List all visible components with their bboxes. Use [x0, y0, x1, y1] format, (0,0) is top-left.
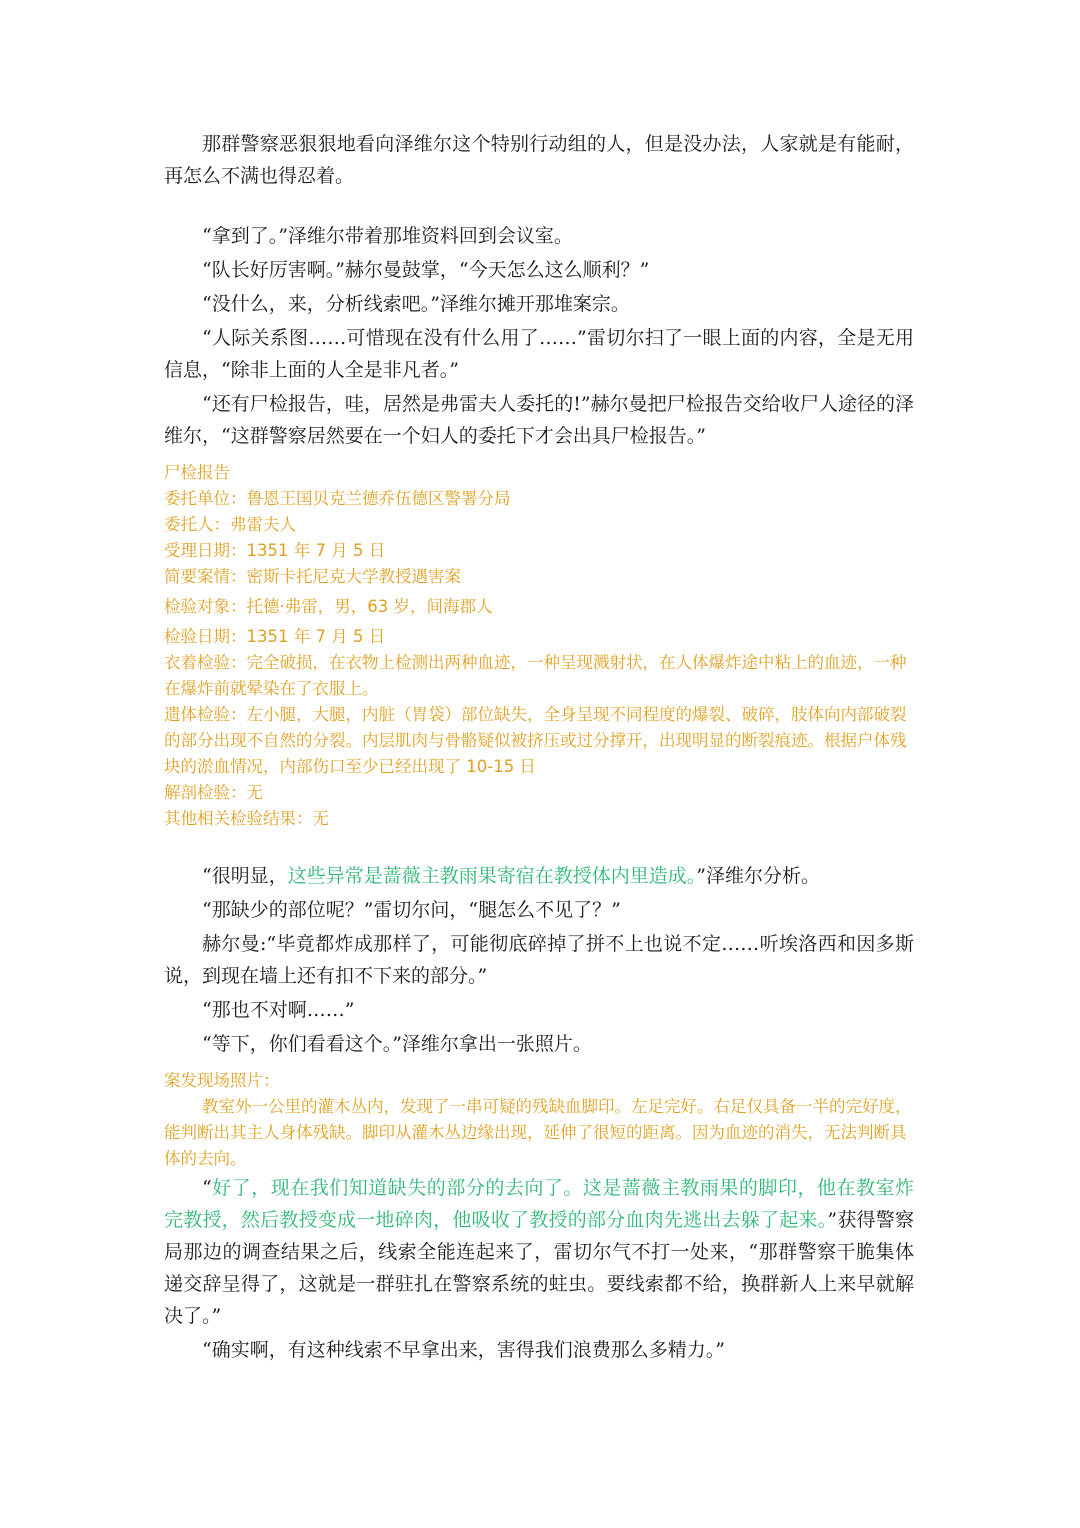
paragraph-2: “拿到了。”泽维尔带着那堆资料回到会议室。: [202, 225, 573, 247]
photo-text: 教室外一公里的灌木丛内，发现了一串可疑的残缺血脚印。左足完好。右足仅具备一半的完好度，能判断出其主人身体残缺。脚印从灌木丛边缘出现，延伸了很短的距离。因为血迹的消失，无法判断具体的去向。: [164, 1097, 912, 1168]
paragraph-6: “还有尸检报告，哇，居然是弗雷夫人委托的!”赫尔曼把尸检报告交给收尸人途径的泽维尔，“这群警察居然要在一个妇人的委托下才会出具尸检报告。”: [164, 393, 914, 447]
story-section-2: [164, 220, 914, 454]
paragraph-13: “确实啊，有这种线索不早拿出来，害得我们浪费那么多精力。”: [202, 1339, 725, 1361]
report-title: 尸检报告: [164, 463, 230, 482]
report-remains: 遗体检验：左小腿，大腿，内脏（胃袋）部位缺失，全身呈现不同程度的爆裂、破碎，肢体向内部破裂的部分出现不自然的分裂。内层肌肉与骨骼疑似被挤压或过分撑开，出现明显的断裂痕迹。根据户体残块的淤血情况，内部伤口至少已经出现了 10-15 日: [164, 705, 907, 776]
report-subject: 检验对象：托德·弗雷，男，63 岁，间海郡人: [164, 597, 493, 616]
paragraph-8: “那缺少的部位呢？”雷切尔问，“腿怎么不见了？”: [202, 899, 621, 921]
report-accept-date: 受理日期：1351 年 7 月 5 日: [164, 541, 386, 560]
paragraph-12-highlight: 好了，现在我们知道缺失的部分的去向了。这是蔷薇主教雨果的脚印，他在教室炸完教授，然后教授变成一地碎肉，他吸收了教授的部分血肉先逃出去躲了起来。: [164, 1177, 914, 1231]
story-section-3: [164, 860, 914, 1062]
report-clothing: 衣着检验：完全破损，在衣物上检测出两种血迹，一种呈现溅射状，在人体爆炸途中粘上的血迹，一种在爆炸前就晕染在了衣服上。: [164, 653, 907, 698]
paragraph-3: “队长好厉害啊。”赫尔曼鼓掌，“今天怎么这么顺利？”: [202, 259, 650, 281]
paragraph-9: 赫尔曼:“毕竟都炸成那样了，可能彻底碎掉了拼不上也说不定……听埃洛西和因多斯说，到现在墙上还有扣不下来的部分。”: [164, 933, 914, 987]
autopsy-report: [164, 460, 914, 832]
report-case: 简要案情：密斯卡托尼克大学教授遇害案: [164, 567, 461, 586]
report-other: 其他相关检验结果：无: [164, 809, 329, 828]
paragraph-4: “没什么，来，分析线索吧。”泽维尔摊开那堆案宗。: [202, 293, 630, 315]
paragraph-12-pre: “: [202, 1177, 212, 1199]
paragraph-7-pre: “很明显，: [202, 865, 288, 887]
paragraph-12-post: ”获得警察局那边的调查结果之后，线索全能连起来了，雷切尔气不打一处来，“那群警察干脆集体递交辞呈得了，这就是一群驻扎在警察系统的蛀虫。要线索都不给，换群新人上来早就解决了。”: [164, 1209, 914, 1327]
photo-title: 案发现场照片：: [164, 1071, 280, 1090]
story-section-4: [164, 1172, 914, 1368]
paragraph-7: [164, 860, 914, 892]
report-unit: 委托单位：鲁恩王国贝克兰德乔伍德区警署分局: [164, 489, 511, 508]
paragraph-5: “人际关系图……可惜现在没有什么用了……”雷切尔扫了一眼上面的内容，全是无用信息，“除非上面的人全是非凡者。”: [164, 327, 914, 381]
report-exam-date: 检验日期：1351 年 7 月 5 日: [164, 627, 386, 646]
report-client: 委托人：弗雷夫人: [164, 515, 296, 534]
paragraph-10: “那也不对啊……”: [202, 999, 355, 1021]
paragraph-1: 那群警察恶狠狠地看向泽维尔这个特别行动组的人，但是没办法，人家就是有能耐，再怎么不满也得忍着。: [164, 133, 914, 187]
paragraph-12: [164, 1172, 914, 1332]
report-autopsy: 解剖检验：无: [164, 783, 263, 802]
paragraph-7-highlight: 这些异常是蔷薇主教雨果寄宿在教授体内里造成。: [287, 865, 697, 887]
crime-scene-photo: [164, 1068, 914, 1172]
story-section-1: [164, 128, 914, 192]
paragraph-11: “等下，你们看看这个。”泽维尔拿出一张照片。: [202, 1033, 592, 1055]
paragraph-7-post: ”泽维尔分析。: [696, 865, 820, 887]
